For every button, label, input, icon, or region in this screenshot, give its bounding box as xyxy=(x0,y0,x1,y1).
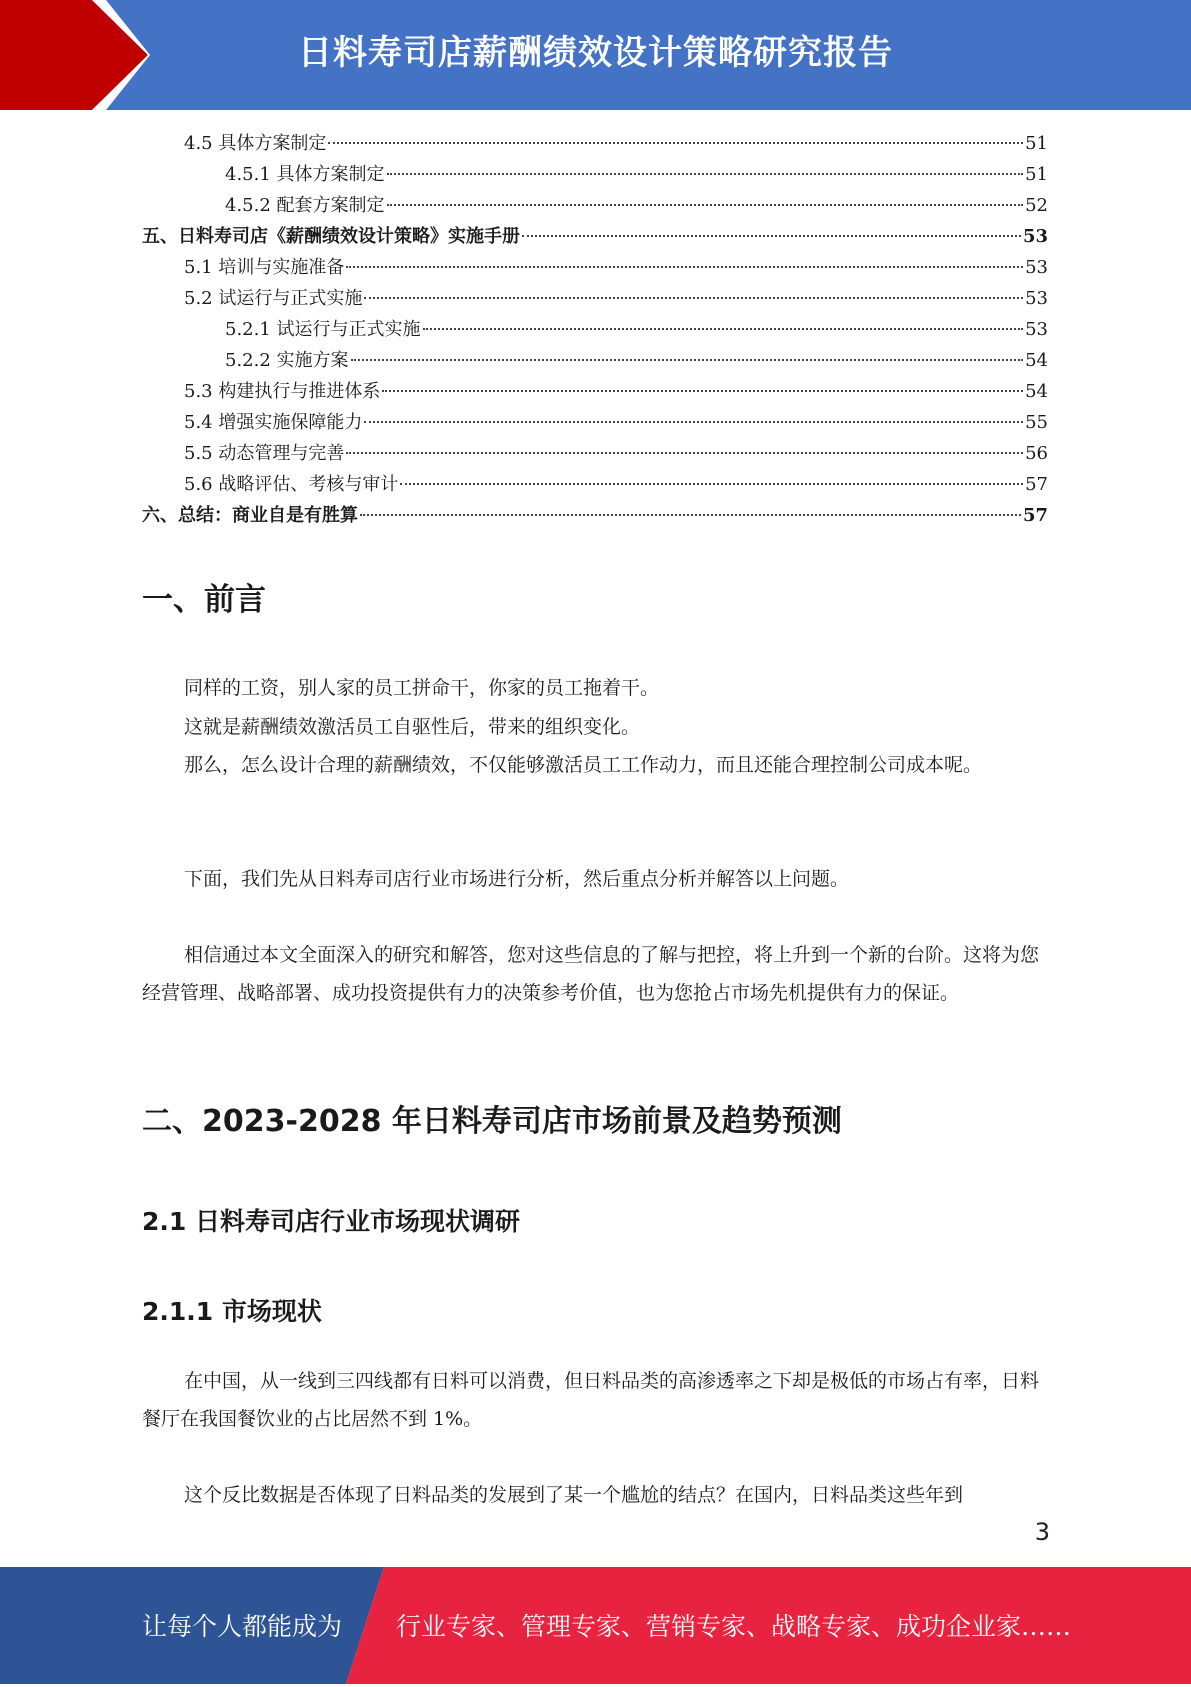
toc-entry[interactable] xyxy=(142,252,1048,283)
toc-dot-leader xyxy=(382,390,1023,392)
subsection-heading: 2.1 日料寿司店行业市场现状调研 xyxy=(142,1207,520,1236)
foreword-paragraph: 下面，我们先从日料寿司店行业市场进行分析，然后重点分析并解答以上问题。 xyxy=(184,868,850,890)
toc-entry-page: 51 xyxy=(1025,133,1048,154)
toc-entry-label: 4.5.2 配套方案制定 xyxy=(225,195,385,216)
toc-entry-page: 57 xyxy=(1022,505,1048,526)
page-footer xyxy=(0,1567,1191,1684)
page-number: 3 xyxy=(1034,1518,1050,1546)
toc-entry-label: 六、总结：商业自是有胜算 xyxy=(142,505,358,526)
foreword-paragraph: 相信通过本文全面深入的研究和解答，您对这些信息的了解与把控，将上升到一个新的台阶。这将为您经营管理、战略部署、成功投资提供有力的决策参考价值，也为您抢占市场先机提供有力的保证。 xyxy=(142,944,1040,1004)
toc-dot-leader xyxy=(360,514,1021,516)
toc-entry[interactable] xyxy=(142,407,1048,438)
toc-entry-page: 53 xyxy=(1025,288,1048,309)
toc-entry-page: 54 xyxy=(1025,381,1048,402)
toc-entry-label: 5.1 培训与实施准备 xyxy=(184,257,345,278)
toc-dot-leader xyxy=(364,421,1023,423)
toc-dot-leader xyxy=(423,328,1024,330)
toc-entry-label: 5.2 试运行与正式实施 xyxy=(184,288,363,309)
header-title: 日料寿司店薪酬绩效设计策略研究报告 xyxy=(298,33,893,73)
foreword-paragraph: 这就是薪酬绩效激活员工自驱性后，带来的组织变化。 xyxy=(184,716,641,738)
toc-entry[interactable] xyxy=(142,159,1048,190)
toc-entry[interactable] xyxy=(142,345,1048,376)
toc-entry-label: 5.4 增强实施保障能力 xyxy=(184,412,363,433)
foreword-paragraph: 那么，怎么设计合理的薪酬绩效，不仅能够激活员工工作动力，而且还能合理控制公司成本呢。 xyxy=(184,754,983,776)
toc-dot-leader xyxy=(328,142,1023,144)
foreword-heading: 一、前言 xyxy=(142,582,266,618)
toc-entry-label: 5.5 动态管理与完善 xyxy=(184,443,345,464)
toc-entry-page: 53 xyxy=(1022,226,1048,247)
subsubsection-heading: 2.1.1 市场现状 xyxy=(142,1297,322,1326)
toc-entry-label: 5.2.1 试运行与正式实施 xyxy=(225,319,421,340)
toc-dot-leader xyxy=(346,266,1023,268)
toc-dot-leader xyxy=(387,173,1024,175)
toc-entry[interactable] xyxy=(142,283,1048,314)
toc-entry[interactable] xyxy=(142,128,1048,159)
footer-slogan-right: 行业专家、管理专家、营销专家、战略专家、成功企业家…… xyxy=(396,1612,1072,1641)
table-of-contents xyxy=(142,128,1048,531)
toc-entry-page: 51 xyxy=(1025,164,1048,185)
toc-entry-label: 4.5 具体方案制定 xyxy=(184,133,327,154)
toc-entry-label: 5.2.2 实施方案 xyxy=(225,350,349,371)
toc-dot-leader xyxy=(364,297,1023,299)
toc-entry[interactable] xyxy=(142,221,1048,252)
toc-entry[interactable] xyxy=(142,500,1048,531)
page-header xyxy=(0,0,1191,110)
footer-slogan-left: 让每个人都能成为 xyxy=(142,1612,343,1641)
toc-entry[interactable] xyxy=(142,376,1048,407)
toc-entry[interactable] xyxy=(142,438,1048,469)
toc-entry[interactable] xyxy=(142,314,1048,345)
toc-dot-leader xyxy=(400,483,1023,485)
toc-entry-page: 54 xyxy=(1025,350,1048,371)
foreword-paragraph: 同样的工资，别人家的员工拼命干，你家的员工拖着干。 xyxy=(184,677,660,699)
toc-entry-page: 53 xyxy=(1025,319,1048,340)
toc-entry[interactable] xyxy=(142,469,1048,500)
market-heading: 二、2023-2028 年日料寿司店市场前景及趋势预测 xyxy=(142,1104,842,1139)
toc-dot-leader xyxy=(346,452,1023,454)
toc-entry-page: 55 xyxy=(1025,412,1048,433)
toc-entry-page: 56 xyxy=(1025,443,1048,464)
toc-entry-label: 5.3 构建执行与推进体系 xyxy=(184,381,381,402)
toc-dot-leader xyxy=(387,204,1024,206)
toc-entry[interactable] xyxy=(142,190,1048,221)
toc-entry-page: 52 xyxy=(1025,195,1048,216)
market-paragraph: 在中国，从一线到三四线都有日料可以消费，但日料品类的高渗透率之下却是极低的市场占有率，日料餐厅在我国餐饮业的占比居然不到 1%。 xyxy=(142,1370,1040,1430)
toc-dot-leader xyxy=(351,359,1024,361)
toc-entry-page: 57 xyxy=(1025,474,1048,495)
toc-entry-label: 5.6 战略评估、考核与审计 xyxy=(184,474,399,495)
toc-dot-leader xyxy=(522,235,1021,237)
toc-entry-label: 五、日料寿司店《薪酬绩效设计策略》实施手册 xyxy=(142,226,520,247)
market-paragraph: 这个反比数据是否体现了日料品类的发展到了某一个尴尬的结点？在国内，日料品类这些年到 xyxy=(184,1484,964,1506)
toc-entry-page: 53 xyxy=(1025,257,1048,278)
toc-entry-label: 4.5.1 具体方案制定 xyxy=(225,164,385,185)
